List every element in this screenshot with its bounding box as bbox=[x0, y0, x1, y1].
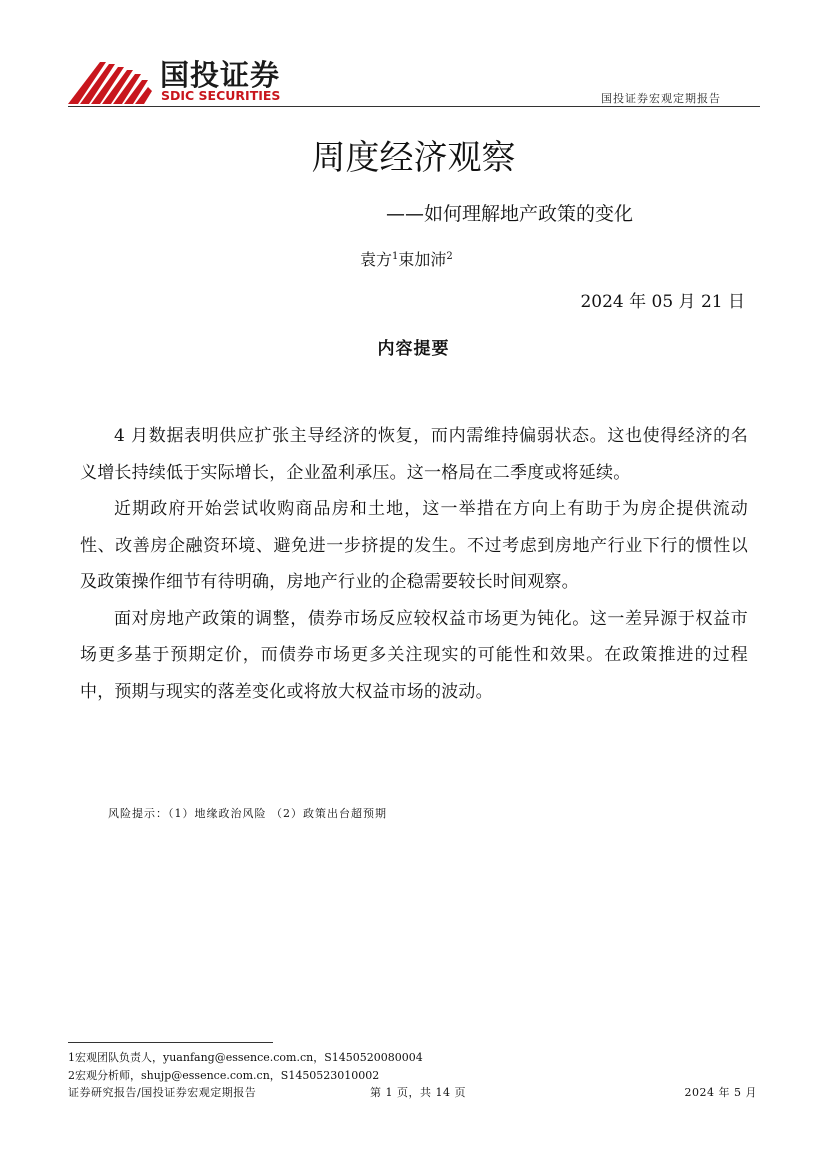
page-number: 第 1 页，共 14 页 bbox=[370, 1086, 466, 1099]
risk-warning: 风险提示：（1）地缘政治风险 （2）政策出台超预期 bbox=[108, 807, 387, 820]
author-footnote-ref: 1 bbox=[392, 251, 399, 262]
report-title: 周度经济观察 bbox=[311, 138, 516, 178]
footnote: 1宏观团队负责人，yuanfang@essence.com.cn，S1450520080004 bbox=[68, 1051, 423, 1064]
logo-stripes-icon bbox=[68, 58, 152, 104]
author-footnote-ref: 2 bbox=[446, 251, 453, 262]
abstract-paragraph: 面对房地产政策的调整，债券市场反应较权益市场更为钝化。这一差异源于权益市场更多基于预期定价，而债券市场更多关注现实的可能性和效果。在政策推进的过程中，预期与现实的落差变化或将放大权益市场的波动。 bbox=[80, 608, 748, 702]
footnote: 2宏观分析师，shujp@essence.com.cn，S1450523010002 bbox=[68, 1069, 380, 1082]
authors bbox=[360, 246, 453, 271]
company-logo bbox=[68, 58, 298, 104]
abstract-heading: 内容提要 bbox=[377, 339, 450, 359]
author-name: 袁方 bbox=[360, 250, 393, 269]
footer-source: 证券研究报告/国投证券宏观定期报告 bbox=[68, 1086, 257, 1099]
report-type-label: 国投证券宏观定期报告 bbox=[601, 92, 721, 105]
logo-chinese-name: 国投证券 bbox=[160, 58, 281, 92]
author-name: 束加沛 bbox=[398, 250, 447, 269]
abstract-paragraph: 近期政府开始尝试收购商品房和土地，这一举措在方向上有助于为房企提供流动性、改善房企融资环境、避免进一步挤提的发生。不过考虑到房地产行业下行的惯性以及政策操作细节有待明确，房地产行业的企稳需要较长时间观察。 bbox=[80, 499, 748, 592]
abstract-body bbox=[80, 418, 748, 710]
footer-date: 2024 年 5 月 bbox=[684, 1086, 757, 1099]
logo-english-name: SDIC SECURITIES bbox=[161, 88, 281, 103]
report-subtitle: ——如何理解地产政策的变化 bbox=[386, 203, 634, 225]
header-divider bbox=[68, 106, 760, 107]
report-date: 2024 年 05 月 21 日 bbox=[580, 292, 745, 312]
footnote-divider bbox=[68, 1042, 273, 1043]
abstract-paragraph: 4 月数据表明供应扩张主导经济的恢复，而内需维持偏弱状态。这也使得经济的名义增长持续低于实际增长，企业盈利承压。这一格局在二季度或将延续。 bbox=[80, 426, 748, 483]
